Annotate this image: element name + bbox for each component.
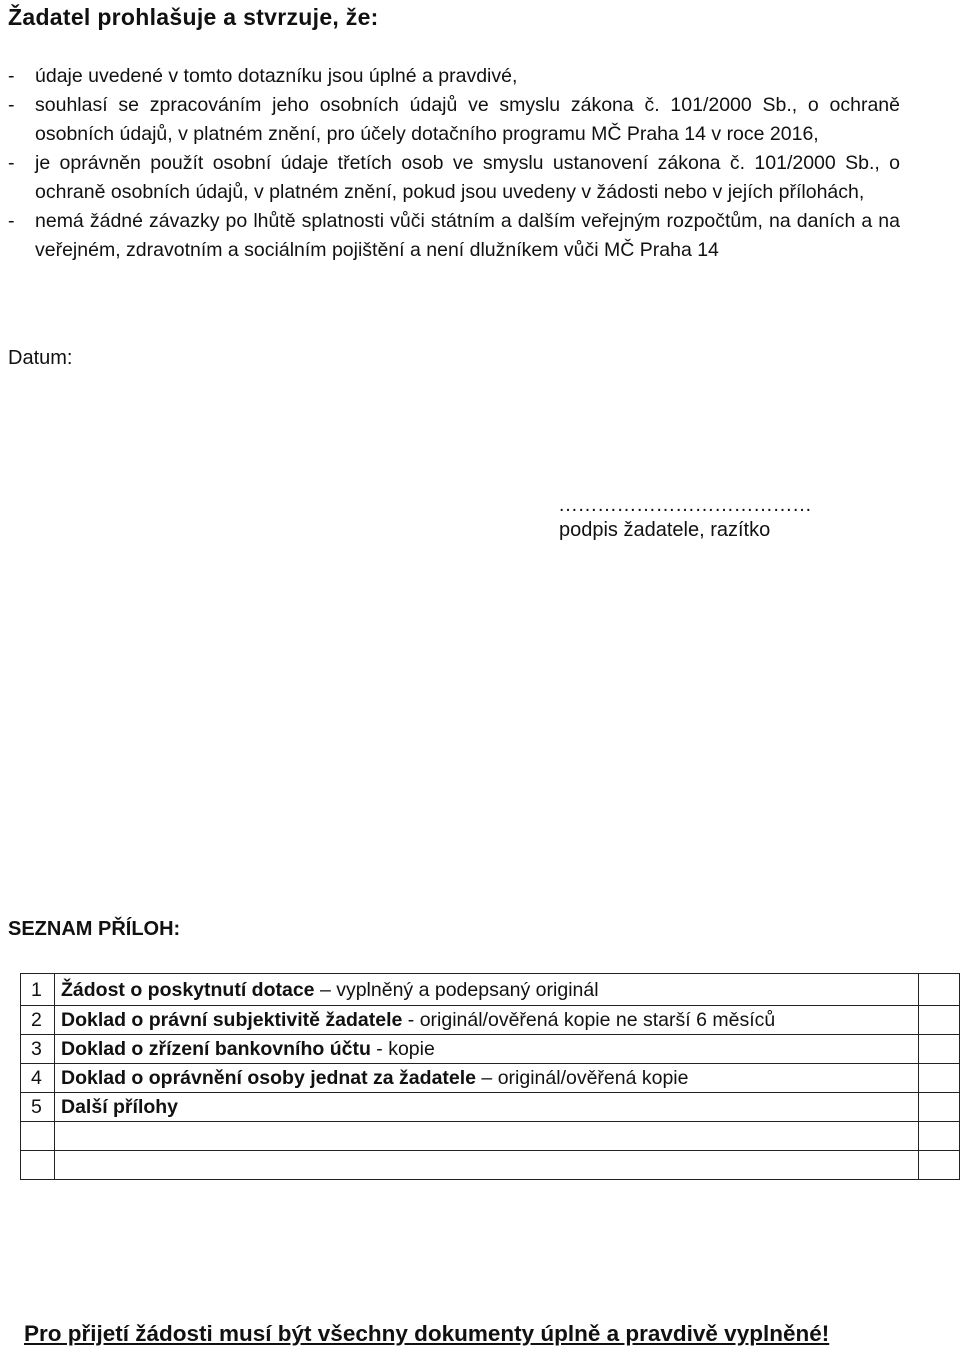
declaration-item bbox=[0, 91, 900, 149]
declaration-heading: Žadatel prohlašuje a stvrzuje, že: bbox=[8, 4, 379, 30]
attachments-heading: SEZNAM PŘÍLOH: bbox=[8, 918, 181, 940]
declaration-text: údaje uvedené v tomto dotazníku jsou úplné a pravdivé, bbox=[35, 65, 518, 87]
attachment-check-cell bbox=[919, 1035, 960, 1064]
list-bullet: - bbox=[8, 210, 15, 232]
attachment-number bbox=[21, 1151, 55, 1180]
attachment-check-cell bbox=[919, 1064, 960, 1093]
attachment-description bbox=[55, 1006, 919, 1035]
attachment-description bbox=[55, 1093, 919, 1122]
attachment-description bbox=[55, 1064, 919, 1093]
attachment-check-cell bbox=[919, 1151, 960, 1180]
attachment-description bbox=[55, 974, 919, 1006]
attachment-title: Doklad o právní subjektivitě žadatele bbox=[61, 1009, 403, 1031]
list-bullet: - bbox=[8, 65, 15, 87]
attachment-title: Doklad o oprávnění osoby jednat za žadatele bbox=[61, 1067, 477, 1089]
table-row bbox=[21, 1064, 960, 1093]
table-row bbox=[21, 1035, 960, 1064]
attachment-note: – vyplněný a podepsaný originál bbox=[314, 979, 599, 1001]
signature-line: ………………………………… bbox=[558, 494, 812, 516]
attachments-table bbox=[20, 973, 960, 1180]
table-row bbox=[21, 1006, 960, 1035]
attachment-number bbox=[21, 1122, 55, 1151]
attachment-title: Doklad o zřízení bankovního účtu bbox=[61, 1038, 371, 1060]
declaration-text: je oprávněn použít osobní údaje třetích osob ve smyslu ustanovení zákona č. 101/2000 Sb., o ochraně osobních údajů, v platném znění, pokud jsou uvedeny v žádosti nebo v jejích přílohách, bbox=[35, 152, 900, 203]
declaration-item bbox=[0, 149, 900, 207]
signature-caption: podpis žadatele, razítko bbox=[559, 519, 771, 541]
declaration-text: nemá žádné závazky po lhůtě splatnosti vůči státním a dalším veřejným rozpočtům, na daních a na veřejném, zdravotním a sociálním pojištění a není dlužníkem vůči MČ Praha 14 bbox=[35, 210, 900, 261]
attachment-number: 3 bbox=[21, 1035, 55, 1064]
attachment-description bbox=[55, 1035, 919, 1064]
table-row bbox=[21, 1093, 960, 1122]
list-bullet: - bbox=[8, 152, 15, 174]
declaration-item bbox=[0, 62, 900, 91]
attachment-check-cell bbox=[919, 1122, 960, 1151]
date-label: Datum: bbox=[8, 347, 73, 369]
attachment-title: Žádost o poskytnutí dotace bbox=[61, 979, 315, 1001]
attachment-title: Další přílohy bbox=[61, 1096, 179, 1118]
table-row bbox=[21, 1151, 960, 1180]
attachment-note: – originál/ověřená kopie bbox=[476, 1067, 689, 1089]
attachment-number: 1 bbox=[21, 974, 55, 1006]
attachment-description bbox=[55, 1151, 919, 1180]
declaration-item bbox=[0, 207, 900, 265]
completeness-notice: Pro přijetí žádosti musí být všechny dokumenty úplně a pravdivě vyplněné! bbox=[24, 1321, 830, 1346]
attachment-number: 2 bbox=[21, 1006, 55, 1035]
table-row bbox=[21, 1122, 960, 1151]
attachment-note: - originál/ověřená kopie ne starší 6 měsíců bbox=[402, 1009, 776, 1031]
attachment-number: 5 bbox=[21, 1093, 55, 1122]
attachment-number: 4 bbox=[21, 1064, 55, 1093]
attachment-check-cell bbox=[919, 1093, 960, 1122]
attachment-note: - kopie bbox=[370, 1038, 435, 1060]
table-row bbox=[21, 974, 960, 1006]
attachment-check-cell bbox=[919, 1006, 960, 1035]
list-bullet: - bbox=[8, 94, 15, 116]
attachment-description bbox=[55, 1122, 919, 1151]
declaration-text: souhlasí se zpracováním jeho osobních údajů ve smyslu zákona č. 101/2000 Sb., o ochraně osobních údajů, v platném znění, pro účely dotačního programu MČ Praha 14 v roce 2016, bbox=[35, 94, 900, 145]
declaration-list bbox=[0, 62, 900, 265]
attachment-check-cell bbox=[919, 974, 960, 1006]
